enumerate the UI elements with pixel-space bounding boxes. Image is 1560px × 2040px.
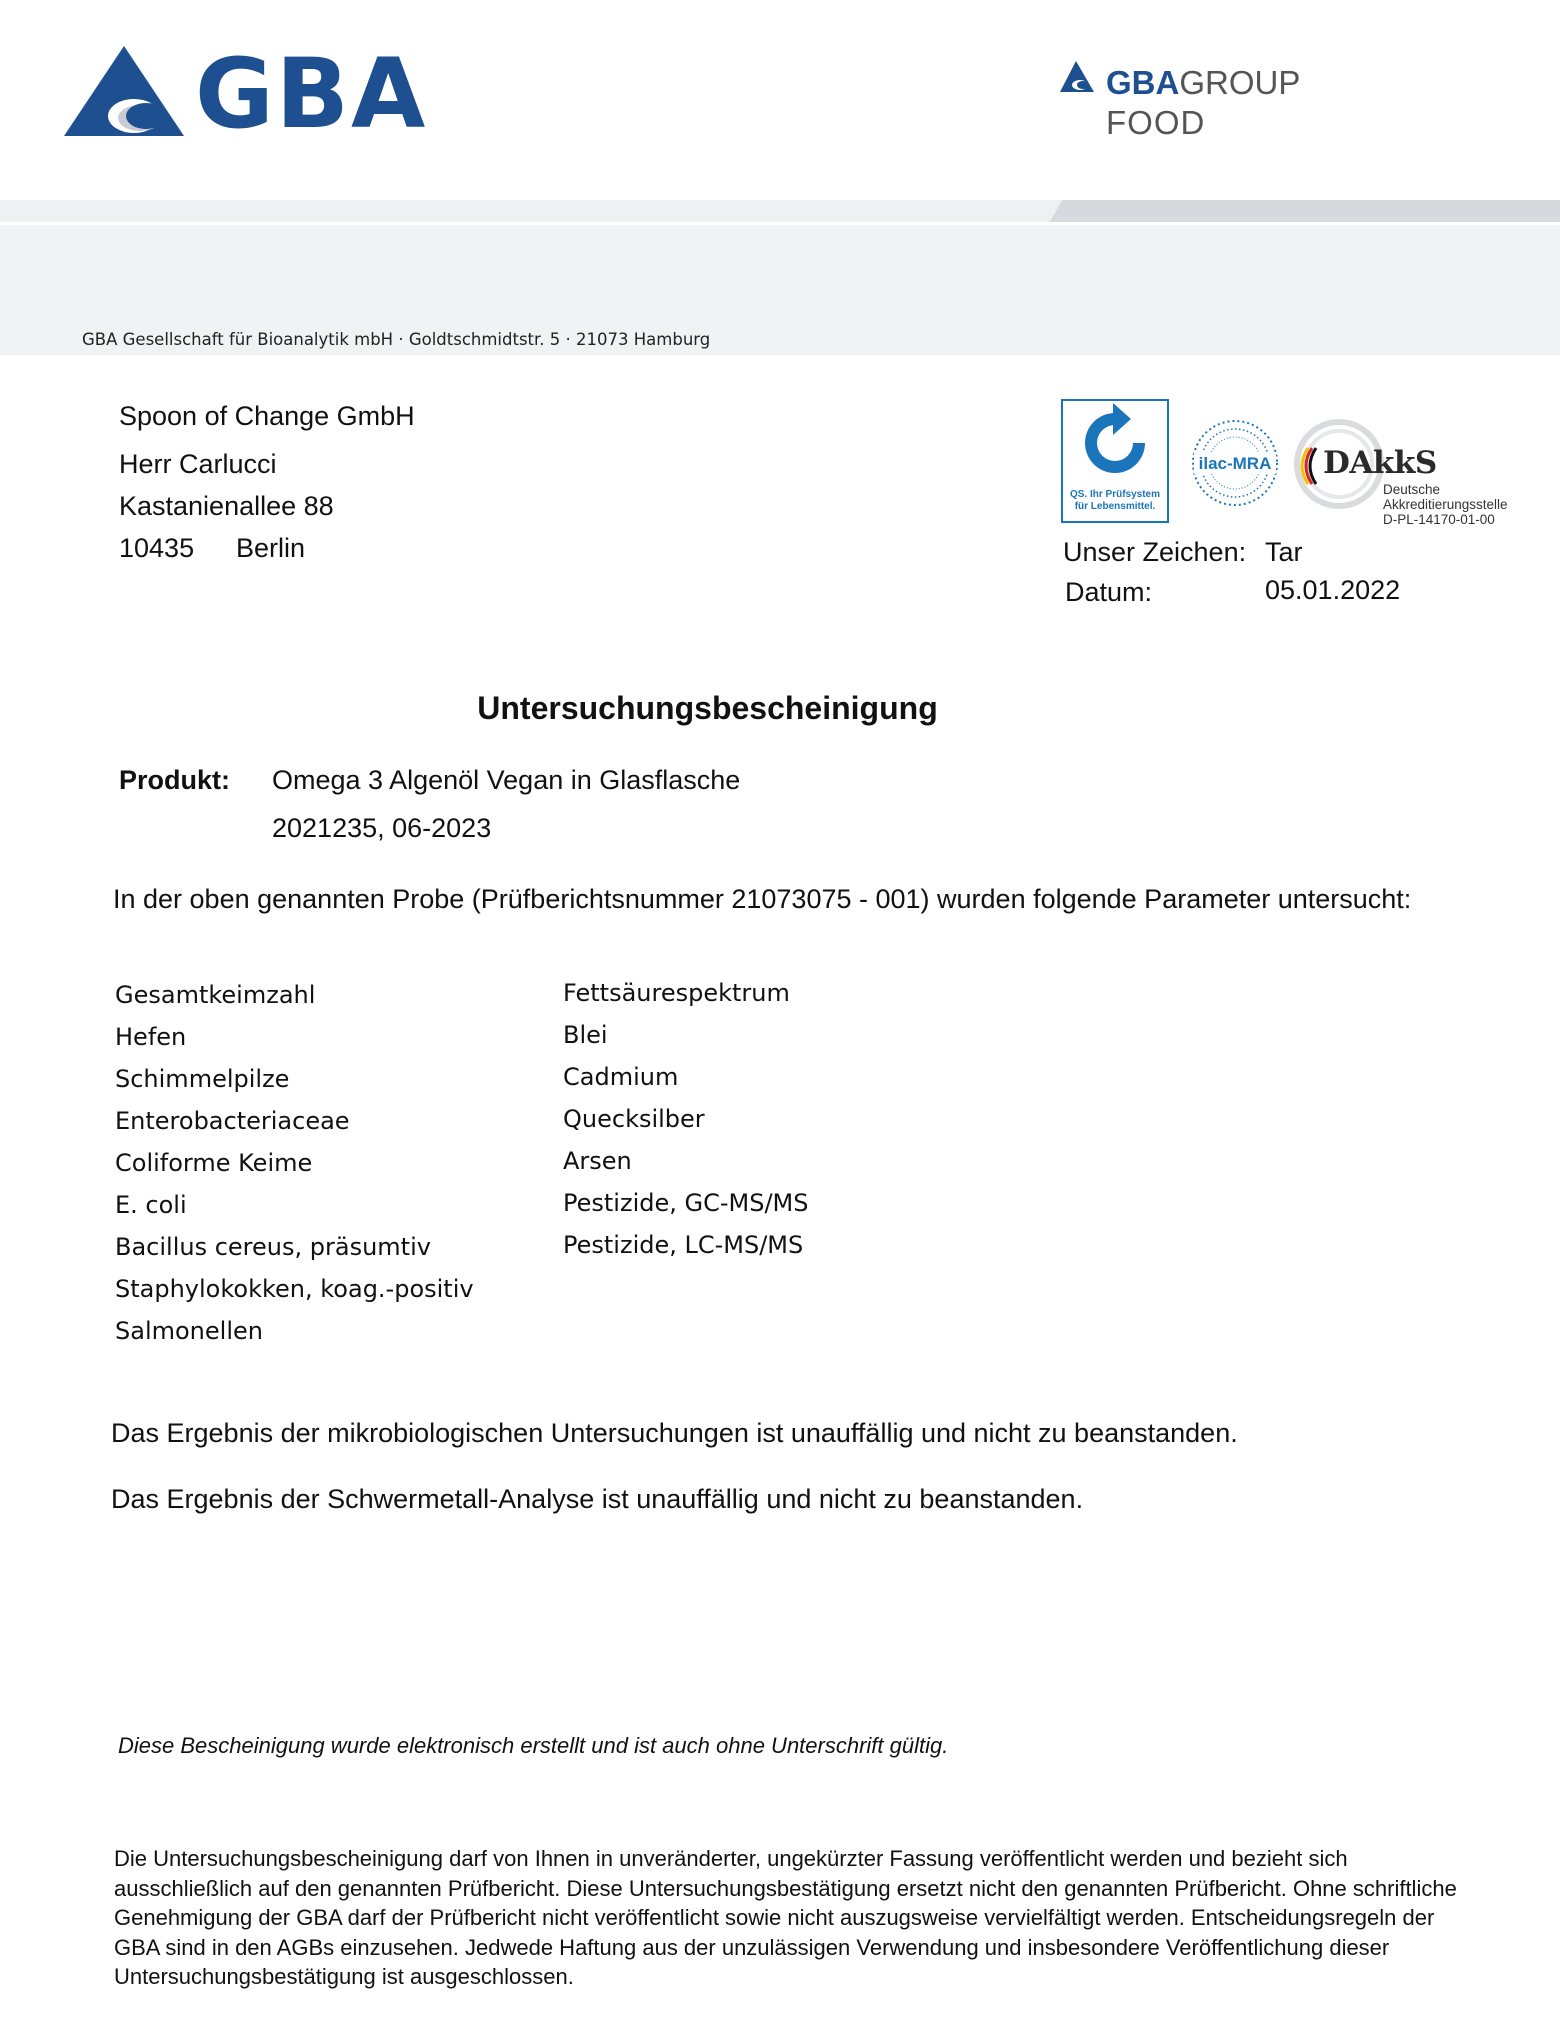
product-name: Omega 3 Algenöl Vegan in Glasflasche <box>272 765 741 795</box>
group-logo-line2: FOOD <box>1106 104 1206 141</box>
reference-value: Tar <box>1265 537 1303 567</box>
ilac-mra-logo <box>1190 418 1280 508</box>
param-right-item: Arsen <box>563 1147 632 1175</box>
result-micro: Das Ergebnis der mikrobiologischen Untersuchungen ist unauffällig und nicht zu beanstanden. <box>111 1418 1238 1448</box>
recipient-person: Herr Carlucci <box>119 449 277 479</box>
header-band-accent <box>1050 200 1560 222</box>
gba-logo-text: GBA <box>195 38 428 150</box>
dakks-flag-icon <box>1300 446 1322 486</box>
gba-triangle-icon <box>64 44 194 144</box>
param-left-item: Coliforme Keime <box>115 1149 313 1177</box>
param-right-item: Quecksilber <box>563 1105 705 1133</box>
param-right-item: Fettsäurespektrum <box>563 979 790 1007</box>
param-left-item: Gesamtkeimzahl <box>115 981 316 1009</box>
dakks-label: DAkkS <box>1323 445 1437 481</box>
intro-text: In der oben genannten Probe (Prüfberichtsnummer 21073075 - 001) wurden folgende Parameter untersucht: <box>113 884 1412 914</box>
recipient-company: Spoon of Change GmbH <box>119 401 415 431</box>
recipient-city: Berlin <box>236 533 306 563</box>
param-left-item: Enterobacteriaceae <box>115 1107 350 1135</box>
date-label: Datum: <box>1065 577 1153 607</box>
result-metal: Das Ergebnis der Schwermetall-Analyse ist unauffällig und nicht zu beanstanden. <box>111 1484 1084 1514</box>
product-label: Produkt: <box>119 765 230 795</box>
ilac-label: ilac-MRA <box>1198 454 1272 473</box>
product-batch: 2021235, 06-2023 <box>272 813 492 843</box>
param-right-item: Pestizide, GC-MS/MS <box>563 1189 809 1217</box>
param-right-item: Cadmium <box>563 1063 679 1091</box>
document-title: Untersuchungsbescheinigung <box>477 690 938 726</box>
qs-caption: QS. Ihr Prüfsystem für Lebensmittel. <box>1069 489 1161 512</box>
group-logo-line1: GBAGROUP <box>1106 64 1301 101</box>
dakks-line2: Akkreditierungsstelle <box>1383 497 1508 512</box>
sender-address: GBA Gesellschaft für Bioanalytik mbH · Goldtschmidtstr. 5 · 21073 Hamburg <box>82 330 711 349</box>
recipient-street: Kastanienallee 88 <box>119 491 334 521</box>
param-left-item: Schimmelpilze <box>115 1065 290 1093</box>
param-left-item: Bacillus cereus, präsumtiv <box>115 1233 431 1261</box>
gba-group-icon <box>1060 60 1096 96</box>
disclaimer-text: Die Untersuchungsbescheinigung darf von Ihnen in unveränderter, ungekürzter Fassung veröffentlicht werden und bezieht sich ausschließlich auf den genannten Prüfbericht. Diese Untersuchungsbestätigung ersetzt nicht den genannten Prüfbericht. Ohne schriftliche Genehmigung der GBA darf der Prüfbericht nicht veröffentlicht sowie nicht auszugsweise vervielfältigt werden. Entscheidungsregeln der GBA sind in den AGBs einzusehen. Jedwede Haftung aus der unzulässigen Verwendung und insbesondere Veröffentlichung dieser Untersuchungsbestätigung ist ausgeschlossen. <box>114 1846 1457 1989</box>
electronic-note: Diese Bescheinigung wurde elektronisch erstellt und ist auch ohne Unterschrift gültig. <box>118 1733 949 1758</box>
param-left-item: E. coli <box>115 1191 187 1219</box>
param-left-item: Salmonellen <box>115 1317 263 1345</box>
dakks-line3: D-PL-14170-01-00 <box>1383 512 1495 527</box>
param-right-item: Pestizide, LC-MS/MS <box>563 1231 804 1259</box>
qs-arrow-icon <box>1063 401 1167 485</box>
dakks-line1: Deutsche <box>1383 482 1441 497</box>
reference-label: Unser Zeichen: <box>1063 537 1247 567</box>
recipient-zip: 10435 <box>119 533 195 563</box>
param-left-item: Staphylokokken, koag.-positiv <box>115 1275 474 1303</box>
param-left-item: Hefen <box>115 1023 187 1051</box>
date-value: 05.01.2022 <box>1265 575 1401 605</box>
param-right-item: Blei <box>563 1021 608 1049</box>
